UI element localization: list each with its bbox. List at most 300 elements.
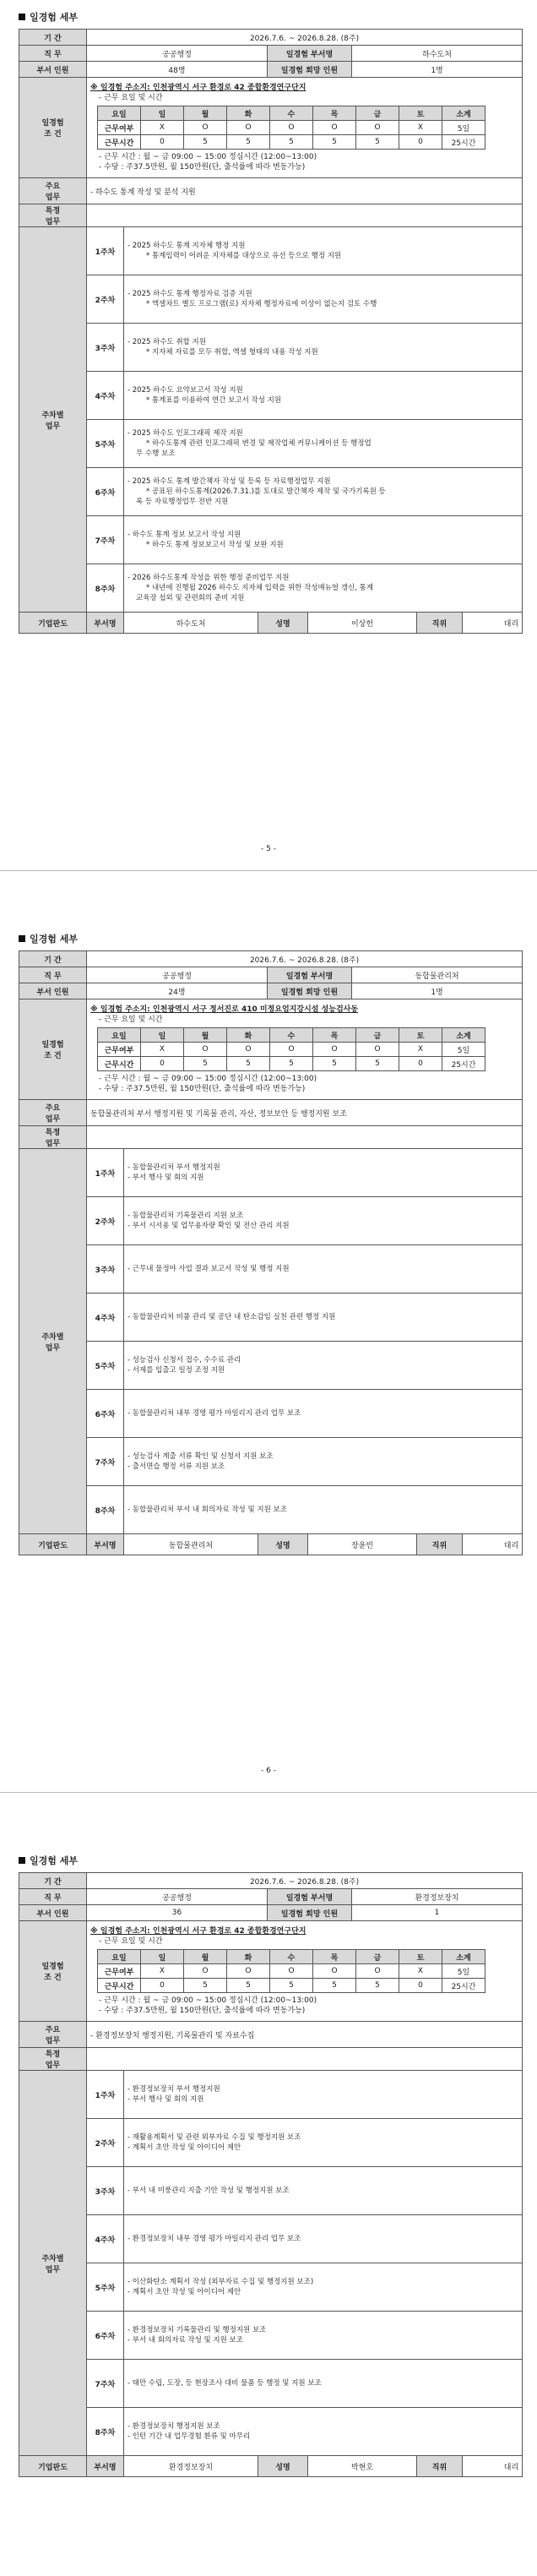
schedule-header-cell: 화	[227, 106, 270, 121]
schedule-header-cell: 목	[313, 1028, 356, 1043]
week-label: 7주차	[87, 1438, 124, 1486]
schedule-header-cell: 요일	[98, 1028, 141, 1043]
dept-staff-value: 48명	[168, 66, 186, 75]
company-confirm-label: 기업판도	[19, 613, 87, 634]
hours-cell: 5	[227, 1057, 270, 1071]
special-work-row	[19, 1126, 523, 1149]
exp-count-value: 1명	[431, 988, 443, 997]
week-row	[19, 2408, 523, 2456]
footer-dept-value: 동합물관리처	[168, 1541, 214, 1550]
footer-inner-table	[124, 1534, 537, 1555]
hours-cell: 0	[399, 1979, 442, 1993]
schedule-header-cell: 요일	[98, 106, 141, 121]
hours-cell: 5	[313, 1979, 356, 1993]
attendance-cell: O	[227, 121, 270, 135]
special-work-value	[87, 1126, 523, 1149]
week-description	[124, 2215, 523, 2263]
week-label: 2주차	[87, 1197, 124, 1245]
exp-count-value: 1명	[431, 66, 443, 75]
week-description-line: - 2025 하수도 통계 발간책자 작성 및 등록 등 자료행정업무 지원	[127, 477, 331, 486]
schedule-header-cell: 요일	[98, 1950, 141, 1964]
week-row	[19, 227, 523, 275]
main-work-value: 동합물관리처 부서 행정지원 및 기록물 관리, 자산, 정보보안 등 행정지원 보조	[90, 1109, 347, 1119]
week-description	[124, 2360, 523, 2408]
exp-dept-value: 동합물관리처	[415, 972, 459, 981]
week-description-line: - 동합물관리처 비품 관리 및 공단 내 탄소감임 실천 관련 행정 지원	[127, 1313, 336, 1321]
special-work-label: 특정 업무	[19, 204, 87, 227]
week-row	[19, 468, 523, 516]
week-row	[19, 1438, 523, 1486]
week-description-line: - 환경정보장치 내부 경영 평가 마일리지 관리 업무 보조	[127, 2235, 301, 2243]
week-row	[19, 564, 523, 613]
company-confirm-label: 기업판도	[19, 2456, 87, 2477]
conditions-subtitle: - 근무 요일 및 시간	[99, 1016, 163, 1024]
schedule-header-cell: 토	[399, 106, 442, 121]
week-label: 5주차	[87, 420, 124, 468]
week-description-line: - 동합물관리처 부서 내 회의자료 작성 및 지원 보조	[127, 1506, 287, 1514]
period-row	[19, 1873, 523, 1889]
footer-inner-table	[124, 2456, 537, 2476]
week-row	[19, 1390, 523, 1438]
dept-staff-value: 24명	[168, 988, 186, 997]
duty-value: 공공행정	[162, 1893, 192, 1903]
attendance-cell: O	[313, 121, 356, 135]
week-description	[124, 468, 523, 516]
attendance-cell: O	[184, 1043, 227, 1057]
week-description	[124, 1293, 523, 1342]
conditions-label: 일경험 조 건	[19, 1921, 87, 2022]
attendance-row	[98, 1043, 485, 1057]
schedule-header-cell: 소계	[442, 106, 485, 121]
page-number: - 6 -	[261, 1767, 276, 1775]
week-label: 1주차	[87, 2071, 124, 2119]
section-title	[19, 932, 78, 945]
attendance-cell: O	[184, 1964, 227, 1979]
address-notice: ※ 일경험 주소지: 인천광역시 서구 환경로 42 종합환경연구단지	[90, 84, 306, 92]
attendance-cell: X	[141, 121, 184, 135]
attendance-row	[98, 121, 485, 135]
hours-cell: 5	[227, 135, 270, 150]
week-description-line: - 출서면습 행정 서류 지원 보조	[127, 1462, 225, 1471]
hours-cell: 5	[227, 1979, 270, 1993]
schedule-header-cell: 목	[313, 106, 356, 121]
hours-cell: 25시간	[442, 1057, 485, 1071]
dept-staff-value: 36	[171, 1909, 182, 1917]
section-title	[19, 1854, 78, 1867]
footer-info-cell	[124, 613, 523, 634]
company-confirm-row	[19, 1534, 523, 1555]
week-description	[124, 1438, 523, 1486]
week-description	[124, 1197, 523, 1245]
schedule-header-row	[98, 1950, 485, 1964]
main-work-label: 주요 업무	[19, 178, 87, 204]
staff-row	[19, 1905, 523, 1921]
pay-line: - 수당 : 주37.5만원, 월 150만원(단, 출석률에 따라 변동가능)	[99, 2007, 306, 2015]
hours-cell: 5	[270, 1057, 313, 1071]
main-work-row	[19, 178, 523, 204]
footer-position-label: 직위	[417, 2456, 463, 2476]
schedule-table	[97, 1949, 485, 1993]
period-row	[19, 951, 523, 967]
week-description-line: 무 수행 보조	[136, 449, 176, 458]
hours-row	[98, 1057, 485, 1071]
schedule-header-cell: 일	[141, 1028, 184, 1043]
hours-cell: 5	[184, 135, 227, 150]
weekly-work-label: 주차별 업무	[19, 227, 87, 613]
hours-cell: 5	[270, 135, 313, 150]
attendance-cell: O	[356, 121, 399, 135]
main-work-value: - 하수도 통계 작성 및 분석 지원	[90, 188, 196, 197]
week-row	[19, 516, 523, 564]
duty-row	[19, 1889, 523, 1905]
schedule-header-cell: 소계	[442, 1028, 485, 1043]
footer-info-cell	[124, 2456, 523, 2477]
weekly-work-label: 주차별 업무	[19, 1149, 87, 1534]
special-work-row	[19, 204, 523, 227]
schedule-header-cell: 금	[356, 1028, 399, 1043]
week-description-line: * 하수도 통계 정보보고서 작성 및 보완 지원	[146, 541, 284, 549]
week-description-line: - 환경정보장치 부서 행정지원	[127, 2085, 220, 2094]
week-description-line: - 2025 하수도 인포그래픽 제작 지원	[127, 429, 243, 438]
hours-cell: 0	[141, 135, 184, 150]
attendance-label: 근무여부	[98, 1043, 141, 1057]
dept-staff-label: 부서 인원	[36, 66, 69, 75]
week-description-line: 록 등 자료행정업무 전반 지원	[136, 498, 229, 506]
week-description-line: * 하수도통계 관련 인포그래픽 변경 및 제작업체 커뮤니케이션 등 행정업	[146, 439, 372, 448]
week-row	[19, 1293, 523, 1342]
week-label: 4주차	[87, 372, 124, 420]
footer-dept-value: 하수도처	[176, 619, 206, 629]
main-work-label: 주요 업무	[19, 1100, 87, 1126]
schedule-header-cell: 금	[356, 106, 399, 121]
exp-count-label: 일경험 회망 인원	[280, 1909, 339, 1919]
hours-cell: 25시간	[442, 135, 485, 150]
conditions-subtitle: - 근무 요일 및 시간	[99, 1937, 163, 1946]
week-description-line: - 재활용계획서 및 관련 외부자료 수집 및 행정지원 보조	[127, 2133, 301, 2142]
staff-row	[19, 983, 523, 999]
hours-cell: 5	[313, 1057, 356, 1071]
staff-row	[19, 62, 523, 78]
week-row	[19, 1486, 523, 1534]
section-title-text: 일경험 세부	[30, 1855, 78, 1866]
schedule-header-cell: 금	[356, 1950, 399, 1964]
attendance-cell: O	[270, 1043, 313, 1057]
week-description	[124, 1390, 523, 1438]
hours-label: 근무시간	[98, 1979, 141, 1993]
period-value: 2026.7.6. ~ 2026.8.28. (8주)	[249, 1877, 360, 1887]
week-description	[124, 275, 523, 324]
special-work-row	[19, 2048, 523, 2071]
schedule-header-cell: 화	[227, 1028, 270, 1043]
exp-count-label: 일경험 회망 인원	[280, 66, 339, 75]
week-label: 8주차	[87, 564, 124, 613]
exp-count-value: 1	[434, 1909, 440, 1917]
duty-label: 직 무	[44, 50, 62, 59]
hours-cell: 5	[356, 1979, 399, 1993]
square-bullet-icon	[19, 14, 25, 20]
week-label: 3주차	[87, 324, 124, 372]
week-description	[124, 2071, 523, 2119]
hours-cell: 5	[184, 1057, 227, 1071]
week-row	[19, 275, 523, 324]
week-description-line: - 하수도 통계 정보 보고서 작성 지원	[127, 531, 241, 539]
week-label: 2주차	[87, 275, 124, 324]
hours-cell: 0	[399, 135, 442, 150]
week-description-line: - 동합물관리처 기록물관리 지원 보조	[127, 1212, 244, 1220]
week-description-line: * 통계입력이 어려운 지자체를 대상으로 유선 등으로 행정 지원	[146, 252, 342, 260]
week-row	[19, 1245, 523, 1293]
week-description	[124, 2263, 523, 2312]
week-description-line: - 환경정보장치 기록물관리 및 행정지원 보조	[127, 2326, 267, 2334]
section-title-text: 일경험 세부	[30, 12, 78, 23]
exp-dept-label: 일경험 부서명	[285, 972, 334, 981]
week-label: 6주차	[87, 1390, 124, 1438]
footer-inner-table	[124, 613, 537, 633]
week-description-line: - 부서 시서용 및 업무용자량 확인 및 전산 관리 지원	[127, 1222, 290, 1230]
hours-cell: 0	[141, 1979, 184, 1993]
week-label: 8주차	[87, 2408, 124, 2456]
hours-row	[98, 1979, 485, 1993]
page-divider	[0, 870, 537, 871]
schedule-header-cell: 화	[227, 1950, 270, 1964]
week-description-line: * 지자체 자료를 모두 취합, 엑셀 형태의 내용 작성 지원	[146, 348, 318, 357]
conditions-row	[19, 1921, 523, 2022]
week-row	[19, 2215, 523, 2263]
duty-value: 공공행정	[162, 50, 192, 59]
hours-cell: 0	[399, 1057, 442, 1071]
work-time-line: - 근무 시간 : 월 ~ 금 09:00 ~ 15:00 정심시간 (12:00~13:00)	[99, 1996, 317, 2005]
week-description	[124, 2119, 523, 2167]
company-confirm-label: 기업판도	[19, 1534, 87, 1555]
week-label: 8주차	[87, 1486, 124, 1534]
attendance-row	[98, 1964, 485, 1979]
duty-row	[19, 967, 523, 983]
week-description	[124, 1245, 523, 1293]
week-description-line: * 내년에 진행될 2026 하수도 지자체 입력을 위한 작성매뉴얼 갱신, 통계	[146, 584, 374, 592]
week-label: 7주차	[87, 516, 124, 564]
work-detail-table	[19, 29, 523, 634]
schedule-header-cell: 일	[141, 1950, 184, 1964]
schedule-header-cell: 월	[184, 106, 227, 121]
week-description	[124, 516, 523, 564]
special-work-label: 특정 업무	[19, 1126, 87, 1149]
exp-count-label: 일경험 회망 인원	[280, 988, 339, 997]
attendance-cell: O	[313, 1964, 356, 1979]
schedule-table	[97, 106, 485, 150]
week-description-line: - 동합물관리처 내부 경영 평가 마일리지 관리 업무 보조	[127, 1409, 301, 1418]
conditions-cell	[87, 1921, 523, 2022]
week-description-line: - 근무내 물정야 사업 결과 보고서 작성 및 행정 지원	[127, 1265, 290, 1273]
week-description-line: - 2025 하수도 통계 행정자료 검증 지원	[127, 290, 252, 298]
schedule-header-cell: 목	[313, 1950, 356, 1964]
week-label: 1주차	[87, 1149, 124, 1197]
duty-row	[19, 46, 523, 62]
hours-label: 근무시간	[98, 135, 141, 150]
week-label: 5주차	[87, 1342, 124, 1390]
week-description-line: * 공표된 하수도통계(2026.7.31.)를 토대로 발간책자 제작 및 국가기록원 등	[146, 487, 386, 496]
special-work-value	[87, 204, 523, 227]
period-label: 기 간	[44, 34, 62, 43]
week-description	[124, 2408, 523, 2456]
attendance-label: 근무여부	[98, 121, 141, 135]
attendance-cell: 5일	[442, 121, 485, 135]
page-divider	[0, 1792, 537, 1793]
schedule-header-cell: 월	[184, 1950, 227, 1964]
footer-dept-label: 부서명	[87, 613, 124, 634]
footer-position-value: 대리	[463, 613, 537, 633]
week-description-line: - 부서 행사 및 회의 지원	[127, 2095, 204, 2104]
square-bullet-icon	[19, 935, 25, 942]
attendance-cell: X	[399, 1043, 442, 1057]
week-row	[19, 372, 523, 420]
section-title-text: 일경험 세부	[30, 934, 78, 945]
hours-cell: 5	[270, 1979, 313, 1993]
attendance-cell: X	[399, 1964, 442, 1979]
week-description-line: - 부서 내 회의자료 작성 및 지원 보조	[127, 2336, 243, 2345]
company-confirm-row	[19, 613, 523, 634]
footer-info-cell	[124, 1534, 523, 1555]
attendance-cell: O	[184, 121, 227, 135]
exp-dept-value: 환경정보장치	[415, 1893, 459, 1903]
main-work-value: - 환경정보장치 행정지원, 기록물관리 및 자료수집	[90, 2031, 255, 2040]
hours-cell: 5	[184, 1979, 227, 1993]
week-row	[19, 2360, 523, 2408]
attendance-cell: O	[270, 1964, 313, 1979]
week-description	[124, 1342, 523, 1390]
week-label: 4주차	[87, 2215, 124, 2263]
period-label: 기 간	[44, 1877, 62, 1887]
attendance-cell: 5일	[442, 1964, 485, 1979]
week-row	[19, 2312, 523, 2360]
square-bullet-icon	[19, 1857, 25, 1864]
schedule-header-row	[98, 106, 485, 121]
schedule-header-cell: 토	[399, 1028, 442, 1043]
week-description-line: - 환경정보장치 행정지원 보조	[127, 2422, 220, 2431]
week-description-line: - 계획서 초안 작성 및 아이디어 제안	[127, 2143, 241, 2152]
pay-line: - 수당 : 주37.5만원, 월 150만원(단, 출석률에 따라 변동가능)	[99, 163, 306, 172]
dept-staff-label: 부서 인원	[36, 988, 69, 997]
week-label: 4주차	[87, 1293, 124, 1342]
week-description-line: - 서제를 입출고 일정 조정 지원	[127, 1366, 225, 1375]
duty-label: 직 무	[44, 972, 62, 981]
week-description	[124, 372, 523, 420]
week-row	[19, 1197, 523, 1245]
week-label: 2주차	[87, 2119, 124, 2167]
attendance-cell: O	[356, 1964, 399, 1979]
period-value: 2026.7.6. ~ 2026.8.28. (8주)	[249, 34, 360, 43]
week-label: 7주차	[87, 2360, 124, 2408]
week-description-line: - 2026 하수도통계 작성을 위한 행정 준비업무 지원	[127, 574, 290, 582]
week-description-line: - 태만 수립, 도장, 등 현장조사 대비 물품 등 행정 및 지원 보조	[127, 2379, 322, 2388]
week-label: 3주차	[87, 1245, 124, 1293]
week-description-line: - 2025 하수도 취합 지원	[127, 338, 206, 346]
period-row	[19, 30, 523, 46]
week-description	[124, 2167, 523, 2215]
special-work-value	[87, 2048, 523, 2071]
attendance-cell: O	[356, 1043, 399, 1057]
week-description	[124, 324, 523, 372]
work-detail-table	[19, 950, 523, 1555]
attendance-cell: X	[141, 1964, 184, 1979]
footer-position-label: 직위	[417, 613, 463, 633]
pay-line: - 수당 : 주37.5만원, 월 150만원(단, 출석률에 따라 변동가능)	[99, 1085, 306, 1093]
conditions-cell	[87, 78, 523, 178]
attendance-cell: O	[270, 121, 313, 135]
attendance-label: 근무여부	[98, 1964, 141, 1979]
company-confirm-row	[19, 2456, 523, 2477]
main-work-row	[19, 1100, 523, 1126]
week-description-line: - 2025 하수도 통계 지자체 행정 지원	[127, 242, 246, 250]
footer-dept-value: 환경정보장치	[168, 2463, 214, 2472]
schedule-header-cell: 소계	[442, 1950, 485, 1964]
footer-dept-label: 부서명	[87, 1534, 124, 1555]
hours-cell: 0	[141, 1057, 184, 1071]
week-row	[19, 2263, 523, 2312]
week-description	[124, 420, 523, 468]
week-label: 6주차	[87, 2312, 124, 2360]
period-value: 2026.7.6. ~ 2026.8.28. (8주)	[249, 956, 360, 965]
attendance-cell: O	[227, 1964, 270, 1979]
week-row	[19, 2071, 523, 2119]
week-row	[19, 420, 523, 468]
attendance-cell: O	[227, 1043, 270, 1057]
attendance-cell: X	[141, 1043, 184, 1057]
hours-cell: 25시간	[442, 1979, 485, 1993]
week-description-line: - 인턴 기간 내 업무경험 환류 및 마무리	[127, 2432, 251, 2441]
footer-position-label: 직위	[417, 1534, 463, 1555]
address-notice: ※ 일경험 주소지: 인천광역시 서구 정서진로 410 미정요엄지강시설 성능검사동	[90, 1005, 359, 1014]
week-description-line: * 엑셀차트 별도 프로그램(로) 지자체 행정자료에 이상이 없는지 검토 수행	[146, 300, 377, 308]
conditions-cell	[87, 999, 523, 1100]
week-row	[19, 1342, 523, 1390]
duty-label: 직 무	[44, 1893, 62, 1903]
week-label: 3주차	[87, 2167, 124, 2215]
conditions-label: 일경험 조 건	[19, 999, 87, 1100]
main-work-label: 주요 업무	[19, 2022, 87, 2048]
week-description-line: - 성능검사 신청서 접수, 수수료 관리	[127, 1356, 241, 1364]
footer-name-label: 성명	[258, 613, 308, 633]
week-description-line: - 부서 내 미풍관리 지출 기안 작성 및 행정지원 보조	[127, 2187, 290, 2195]
footer-name-value: 장윤빈	[308, 1534, 417, 1555]
exp-dept-label: 일경험 부서명	[285, 50, 334, 59]
week-description-line: - 계획서 초안 작성 및 아이디어 제안	[127, 2288, 241, 2296]
footer-name-value: 박현호	[308, 2456, 417, 2476]
footer-position-value: 대리	[463, 2456, 537, 2476]
attendance-cell: X	[399, 121, 442, 135]
dept-staff-label: 부서 인원	[36, 1909, 69, 1919]
week-description	[124, 2312, 523, 2360]
work-detail-table	[19, 1872, 523, 2477]
week-description-line: - 성능검사 계출 서류 확인 및 신청서 지원 보조	[127, 1452, 274, 1461]
hours-cell: 5	[356, 135, 399, 150]
week-description-line: * 통계표를 이용하여 연간 보고서 작성 지원	[146, 396, 282, 405]
week-description-line: - 동합물관리처 부서 행정지원	[127, 1163, 220, 1172]
week-description	[124, 1149, 523, 1197]
week-description-line: - 이산화탄소 계획서 작성 (외부자료 수집 및 행정지원 보조)	[127, 2278, 314, 2286]
period-label: 기 간	[44, 956, 62, 965]
schedule-header-row	[98, 1028, 485, 1043]
week-description	[124, 564, 523, 613]
conditions-label: 일경험 조 건	[19, 78, 87, 178]
week-description-line: - 2025 하수도 요약보고서 작성 지원	[127, 386, 243, 395]
duty-value: 공공행정	[162, 972, 192, 981]
week-description	[124, 1486, 523, 1534]
footer-dept-label: 부서명	[87, 2456, 124, 2477]
conditions-row	[19, 999, 523, 1100]
footer-name-label: 성명	[258, 1534, 308, 1555]
week-description	[124, 227, 523, 275]
week-row	[19, 1149, 523, 1197]
